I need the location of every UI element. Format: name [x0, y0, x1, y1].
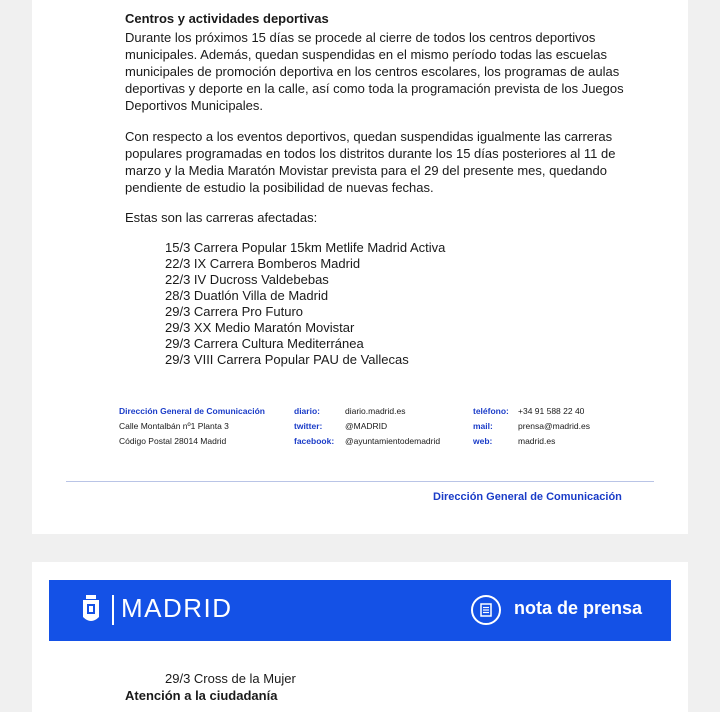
race-item: 15/3 Carrera Popular 15km Metlife Madrid Activa — [165, 240, 446, 255]
footer-divider — [66, 481, 654, 482]
banner-title: MADRID — [121, 593, 233, 623]
banner-press-note: nota de prensa — [514, 598, 643, 618]
paragraph-races-intro: Estas son las carreras afectadas: — [125, 210, 318, 225]
section-title: Centros y actividades deportivas — [125, 11, 329, 26]
web-link[interactable]: madrid.es — [518, 436, 556, 446]
contact-labels-social — [294, 404, 334, 449]
banner-separator — [112, 595, 114, 625]
madrid-header-banner — [49, 580, 671, 641]
contact-postal: Código Postal 28014 Madrid — [119, 436, 227, 446]
section-title: Atención a la ciudadanía — [125, 688, 278, 703]
race-item: 22/3 IV Ducross Valdebebas — [165, 272, 329, 287]
race-item: 29/3 XX Medio Maratón Movistar — [165, 320, 355, 335]
race-item: 28/3 Duatlón Villa de Madrid — [165, 288, 329, 303]
twitter-link[interactable]: @MADRID — [345, 421, 388, 431]
telefono-link[interactable]: +34 91 588 22 40 — [518, 406, 585, 416]
paragraph-events: Con respecto a los eventos deportivos, quedan suspendidas igualmente las carreras populares programadas en todos los distritos durante los 15 días posteriores al 11 de marzo y la Media Maratón Movistar prevista para el 29 del presente mes, quedando pendiente de estudio la posibilidad de nuevas fechas. — [125, 129, 616, 195]
document-icon — [471, 595, 501, 625]
diario-link[interactable]: diario.madrid.es — [345, 406, 406, 416]
race-item: 29/3 Carrera Pro Futuro — [165, 304, 304, 319]
press-release-page-1 — [32, 0, 688, 534]
facebook-link[interactable]: @ayuntamientodemadrid — [345, 436, 441, 446]
madrid-shield-icon — [82, 595, 100, 625]
race-item: 22/3 IX Carrera Bomberos Madrid — [165, 256, 361, 271]
press-release-page-2 — [32, 562, 688, 712]
contact-address-block — [119, 404, 265, 449]
contact-labels-direct — [473, 404, 509, 449]
web-label: web: — [473, 436, 493, 446]
facebook-label: facebook: — [294, 436, 335, 446]
contact-values-social — [345, 404, 440, 449]
diario-label: diario: — [294, 406, 320, 416]
contact-values-direct — [518, 404, 590, 449]
mail-link[interactable]: prensa@madrid.es — [518, 421, 590, 431]
mail-label: mail: — [473, 421, 493, 431]
contact-org: Dirección General de Comunicación — [119, 406, 265, 416]
race-item: 29/3 Carrera Cultura Mediterránea — [165, 336, 364, 351]
footer-department: Dirección General de Comunicación — [433, 491, 622, 503]
twitter-label: twitter: — [294, 421, 323, 431]
contact-address: Calle Montalbán nº1 Planta 3 — [119, 421, 229, 431]
race-item: 29/3 VIII Carrera Popular PAU de Vallecas — [165, 352, 409, 367]
paragraph-closures: Durante los próximos 15 días se procede al cierre de todos los centros deportivos municipales. Además, quedan suspendidas en el mismo período todas las escuelas municipales de promoción deportiva en los centros escolares, los programas de aulas deportivas y deporte en la calle, así como toda la programación prevista de los Juegos Deportivos Municipales. — [125, 30, 624, 113]
telefono-label: teléfono: — [473, 406, 509, 416]
race-item: 29/3 Cross de la Mujer — [165, 671, 296, 686]
races-list — [165, 240, 445, 368]
